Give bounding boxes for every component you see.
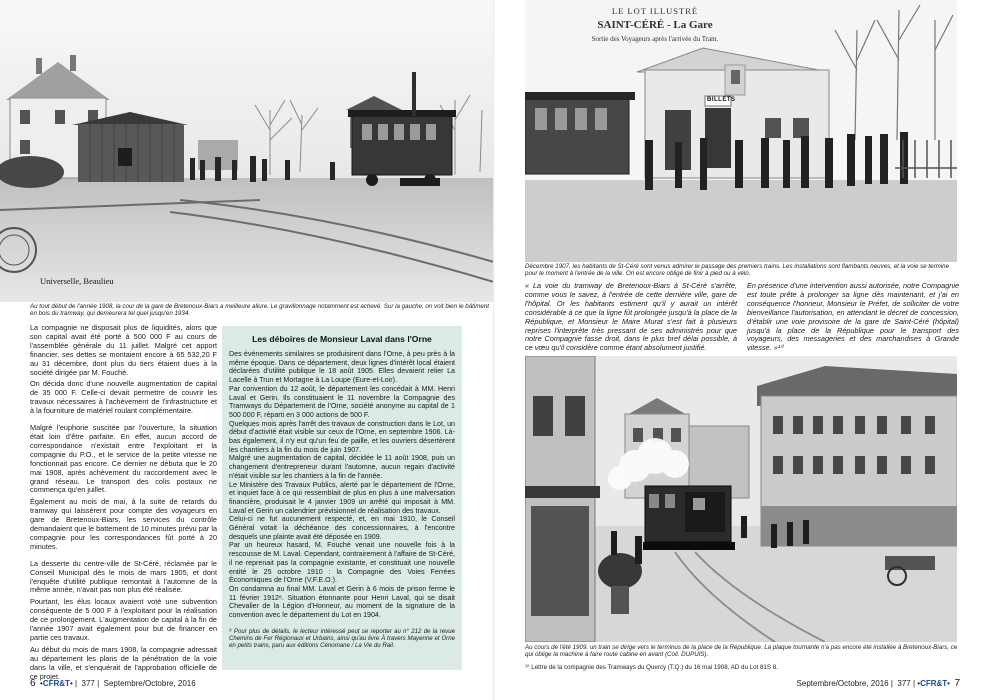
article-paragraph: Malgré l'euphorie suscitée par l'ouverture, la situation était loin d'être parfaite. En effet, aucun accord de correspondance n'existait entre l'exploitant et la compagnie du P.O., et le service de la petite vitesse ne fonctionnait pas encore. Ce dernier ne débuta que le 20 mai 1908, après achèvement du raccordement avec le grand réseau. Le transport des colis postaux ne commença qu'en juillet.	[30, 423, 217, 495]
issue-date: Septembre/Octobre, 2016	[103, 679, 196, 688]
sidebar-paragraph: Par un heureux hasard, M. Fouché venait une nouvelle fois à la rescousse de M. Laval. Cependant, contrairement à l'affaire de St-Céré, il ne reprenait pas la compagnie existante, et constituait une nouvelle entité le 25 octobre 1910 : la Compagnie des Voies Ferrées Économiques de l'Orne (V.F.E.O.).	[229, 541, 455, 585]
caption-saint-cere-photo: Décembre 1907, les habitants de St-Céré sont venus admirer le passage des premiers trains. Les installations sont flambants neuves, et la voie se termine pour le moment à l'entrée de la ville. On est encore obligé de finir à pied ou à vélo.	[525, 263, 950, 278]
magazine-brand: CFR&T	[42, 679, 70, 688]
sidebar-footnote: ⁸ Pour plus de détails, le lecteur intéressé peut se reporter au n° 212 de la revue Chemins de Fer Régionaux et Urbains, ainsi qu'au livre À travers Mayenne et Orne en petits trains, paru aux éditions Cénomane / La Vie du Rail.	[229, 627, 455, 650]
postcard-series: LE LOT ILLUSTRÉ	[611, 6, 699, 16]
article-paragraph: La desserte du centre-ville de St-Céré, réclamée par le Conseil Municipal dès le mois de mars 1905, et dont l'enquête d'utilité publique remontait à l'automne de la même année, n'avait pas non plus été réalisée.	[30, 558, 217, 595]
article-paragraph: Également au mois de mai, à la suite de retards du tramway qui laissèrent pour compte des voyageurs en gare de Bretenoux-Biars, les services du contrôle demandaient que le battement de 10 minutes prévu par la compagnie pour les correspondances fût porté à 20 minutes.	[30, 497, 218, 551]
photo-publisher-inscription: Universelle, Beaulieu	[40, 276, 114, 286]
sidebar-paragraph: Par convention du 12 août, le département les concédait à MM. Henri Laval et Gerin. Ils constituaient le 11 novembre la Compagnie des Tramways du Département de l'Orne, société anonyme au capital de 1 500 000 F, réparti en 3 000 actions de 500 F.	[229, 384, 455, 419]
photo-saint-cere-station	[525, 0, 957, 262]
caption-train-photo: Au cours de l'été 1909, un train se dirige vers le terminus de la place de la République. La plaque tournante n'a pas encore été installée à Bretenoux-Biars, ce qui oblige la machine à faire route cabine en avant (Coll. DUPUIS).	[525, 644, 958, 659]
magazine-brand: CFR&T	[920, 679, 948, 688]
sidebar-orne-box	[222, 326, 462, 670]
issue-number: 377	[81, 679, 95, 688]
sidebar-title: Les déboires de Monsieur Laval dans l'Orne	[252, 334, 432, 344]
issue-date: Septembre/Octobre, 2016	[796, 679, 889, 688]
footnote-letter-reference: ¹⁰ Lettre de la compagnie des Tramways du Quercy (T.Q.) du 16 mai 1908, AD du Lot 81S 8.	[525, 664, 778, 671]
page-number: 7	[954, 678, 960, 689]
folio-right: Septembre/Octobre, 2016 | 377 | •CFR&T• 7	[796, 678, 960, 689]
right-page	[495, 0, 990, 700]
article-paragraph: La compagnie ne disposait plus de liquidités, alors que son capital avait été porté à 500 000 F au cours de l'assemblée générale du 11 juillet. Malgré cet apport financier, ses dettes se montaient encore à 65 532,20 F au 31 décembre, dont plus du tiers étaient dues à la société dirigée par M. Fouché.	[30, 323, 217, 377]
station-ticket-sign: BILLETS	[707, 97, 736, 103]
sidebar-paragraph: Malgré une augmentation de capital, décidée le 11 août 1908, puis un changement d'entrepreneur durant l'automne, aucun regain d'activité n'était visible sur les chantiers à la fin de l'année.	[229, 454, 455, 480]
photo-bretenoux-station-yard	[0, 0, 494, 302]
issue-number: 377	[897, 679, 911, 688]
photo-train-place-republique	[525, 356, 957, 642]
article-paragraph: Au début du mois de mars 1908, la compagnie adressait au département les plans de la pénétration de la voie dans la ville, et s'enquérait de l'approbation officielle de ce projet.	[30, 644, 217, 681]
folio-left: 6 •CFR&T• | 377 | Septembre/Octobre, 2016	[30, 678, 196, 689]
quote-column-left: « La voie du tramway de Bretenoux-Biars à St-Céré s'arrête, comme vous le savez, à l'entrée de cette dernière ville, gare de l'hôpital. Or les habitants estiment qu'il y aurait un intérêt considérable à ce que la ligne fût prolongée jusqu'à la place de la République, et Monsieur le Maire Murat s'est fait à plusieurs reprises l'interprète très pressant de ses administrés pour que notre Compagnie fasse droit, dans le plus bref délai possible, à ce vœu qu'il considère comme étant absolument justifié.	[525, 281, 737, 353]
sidebar-paragraph: Le Ministère des Travaux Publics, alerté par le département de l'Orne, et inquiet face à ce qui ressemblait de plus en plus à une malversation financière, produisait le 4 janvier 1909 un arrêté qui imposait à MM. Laval et Gerin un calendrier prévisionnel de réalisation des travaux.	[229, 480, 455, 515]
article-column-left	[30, 323, 218, 681]
article-paragraph: On décida donc d'une nouvelle augmentation de capital de 35 000 F. Celle-ci devait permettre de couvrir les travaux nécessaires à l'achèvement de l'infrastructure et à la fourniture de matériel roulant complémentaire.	[30, 379, 217, 416]
sidebar-paragraph: On condamna au final MM. Laval et Gerin à 6 mois de prison ferme le 11 février 1912⁸. Situation étonnante pour Henri Laval, qui se disait Chevalier de la Légion d'Honneur, au moment de la signature de la convention avec le département du Lot en 1904.	[229, 584, 455, 620]
sidebar-paragraph: Celui-ci ne fut aucunement respecté, et, en mai 1910, le Conseil Général votait la déchéance des concessionnaires, à l'encontre desquels une plainte avait été déposée en 1909.	[229, 515, 455, 541]
sidebar-body	[229, 350, 455, 620]
article-paragraph: Pourtant, les élus locaux avaient voté une subvention conséquente de 5 000 F à l'exploitant pour la réalisation de ce prolongement. L'augmentation de capital à la fin de l'année 1907 avait également pour but de financer en partie ces travaux.	[30, 597, 217, 642]
quote-column-right: En présence d'une intervention aussi autorisée, notre Compagnie est toute prête à prolonger sa ligne dès maintenant, et j'ai en conséquence l'honneur, Monsieur le Préfet, de solliciter de votre bienveillance l'autorisation, en attendant le décret de concession, d'établir une voie provisoire de la gare de Saint-Céré (hôpital) jusqu'à la place de la République pour le transport des voyageurs, des messageries et des marchandises à Grande vitesse. »¹⁰	[747, 281, 959, 353]
caption-bretenoux-photo: Au tout début de l'année 1908, la cour de la gare de Bretenoux-Biars a meilleure allure. Le gravillonnage notamment est achevé. Sur la gauche, on voit bien le bâtiment en bois du tramway, qui demeurera tel quel jusqu'en 1934.	[30, 303, 490, 318]
postcard-subtitle: Sortie des Voyageurs après l'arrivée du Tram.	[591, 35, 719, 43]
postcard-heading	[565, 6, 745, 43]
sidebar-paragraph: Quelques mois après l'arrêt des travaux de construction dans le Lot, un début d'activité était visible sur ceux de l'Orne, en septembre 1906. Là-bas également, il n'y eut qu'un feu de paille, et les ouvriers désertèrent les chantiers à la fin du mois de juin 1907.	[229, 419, 455, 454]
page-number: 6	[30, 678, 36, 689]
postcard-title: SAINT-CÉRÉ - La Gare	[597, 19, 713, 31]
sidebar-paragraph: Des événements similaires se produisirent dans l'Orne, à peu près à la même époque. Dans ce département, deux lignes d'intérêt local étaient déclarées d'utilité publique le 18 août 1905. Elles devaient relier La Lacelle à Trun et Mortagne à La Loupe (Eure-et-Loir).	[229, 350, 455, 385]
